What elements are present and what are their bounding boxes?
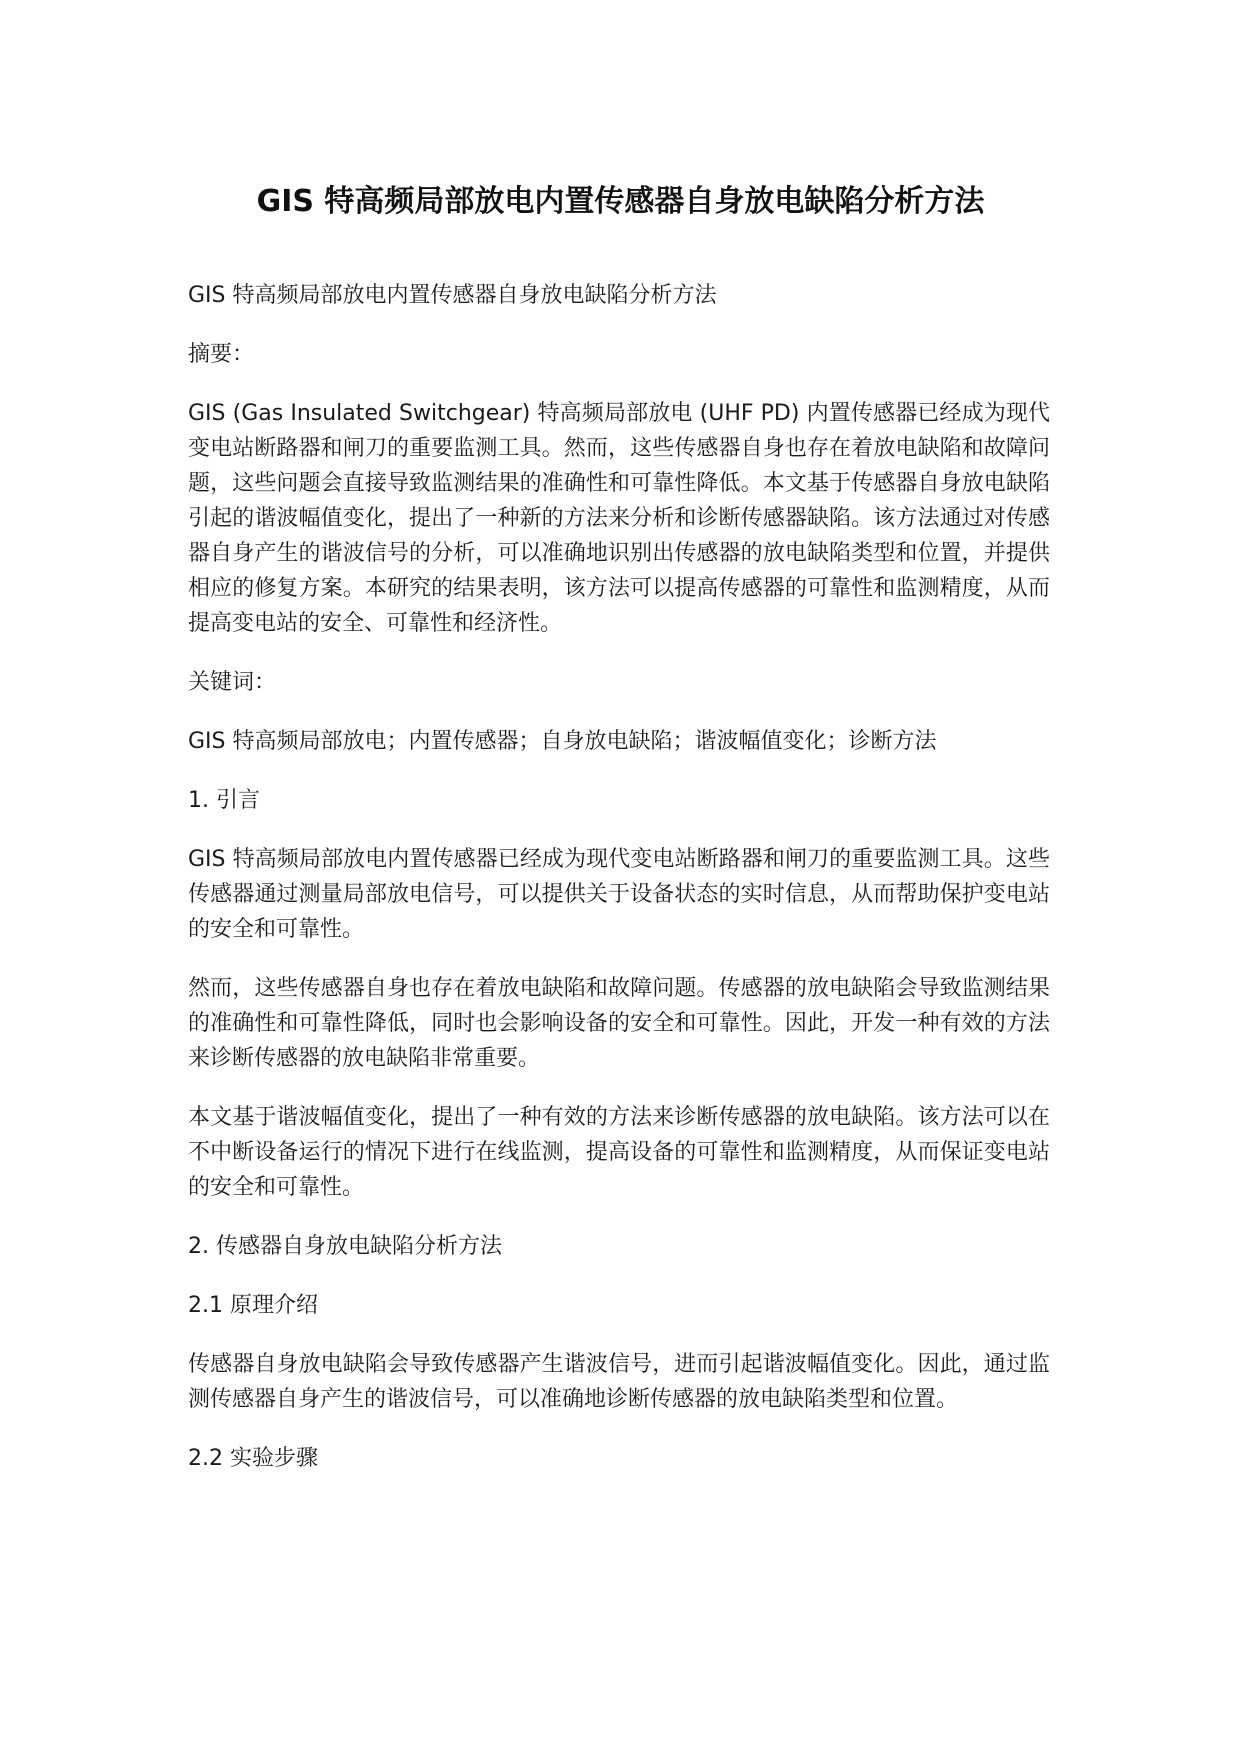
section-1-heading: 1. 引言	[188, 788, 260, 813]
section-1-paragraph-3: 本文基于谐波幅值变化，提出了一种有效的方法来诊断传感器的放电缺陷。该方法可以在不中断设备运行的情况下进行在线监测，提高设备的可靠性和监测精度，从而保证变电站的安全和可靠性。	[188, 1105, 1050, 1200]
section-2-2-heading: 2.2 实验步骤	[188, 1446, 318, 1471]
section-1-paragraph-1: GIS 特高频局部放电内置传感器已经成为现代变电站断路器和闸刀的重要监测工具。这些传感器通过测量局部放电信号，可以提供关于设备状态的实时信息，从而帮助保护变电站的安全和可靠性。	[188, 847, 1050, 942]
document-title: GIS 特高频局部放电内置传感器自身放电缺陷分析方法	[256, 184, 985, 219]
section-2-1-heading: 2.1 原理介绍	[188, 1293, 318, 1318]
keywords-heading: 关键词：	[188, 670, 277, 695]
section-2-1-paragraph: 传感器自身放电缺陷会导致传感器产生谐波信号，进而引起谐波幅值变化。因此，通过监测传感器自身产生的谐波信号，可以准确地诊断传感器的放电缺陷类型和位置。	[188, 1352, 1050, 1412]
abstract-paragraph: GIS (Gas Insulated Switchgear) 特高频局部放电 (UHF PD) 内置传感器已经成为现代变电站断路器和闸刀的重要监测工具。然而，这些传感器自身也存在着放电缺陷和故障问题，这些问题会直接导致监测结果的准确性和可靠性降低。本文基于传感器自身放电缺陷引起的谐波幅值变化，提出了一种新的方法来分析和诊断传感器缺陷。该方法通过对传感器自身产生的谐波信号的分析，可以准确地识别出传感器的放电缺陷类型和位置，并提供相应的修复方案。本研究的结果表明，该方法可以提高传感器的可靠性和监测精度，从而提高变电站的安全、可靠性和经济性。	[188, 401, 1050, 636]
section-2-heading: 2. 传感器自身放电缺陷分析方法	[188, 1234, 502, 1259]
document-subtitle: GIS 特高频局部放电内置传感器自身放电缺陷分析方法	[188, 283, 717, 308]
abstract-heading: 摘要：	[188, 342, 255, 367]
keywords-paragraph: GIS 特高频局部放电；内置传感器；自身放电缺陷；谐波幅值变化；诊断方法	[188, 729, 937, 754]
section-1-paragraph-2: 然而，这些传感器自身也存在着放电缺陷和故障问题。传感器的放电缺陷会导致监测结果的准确性和可靠性降低，同时也会影响设备的安全和可靠性。因此，开发一种有效的方法来诊断传感器的放电缺陷非常重要。	[188, 976, 1050, 1071]
document-body	[188, 278, 1050, 1500]
